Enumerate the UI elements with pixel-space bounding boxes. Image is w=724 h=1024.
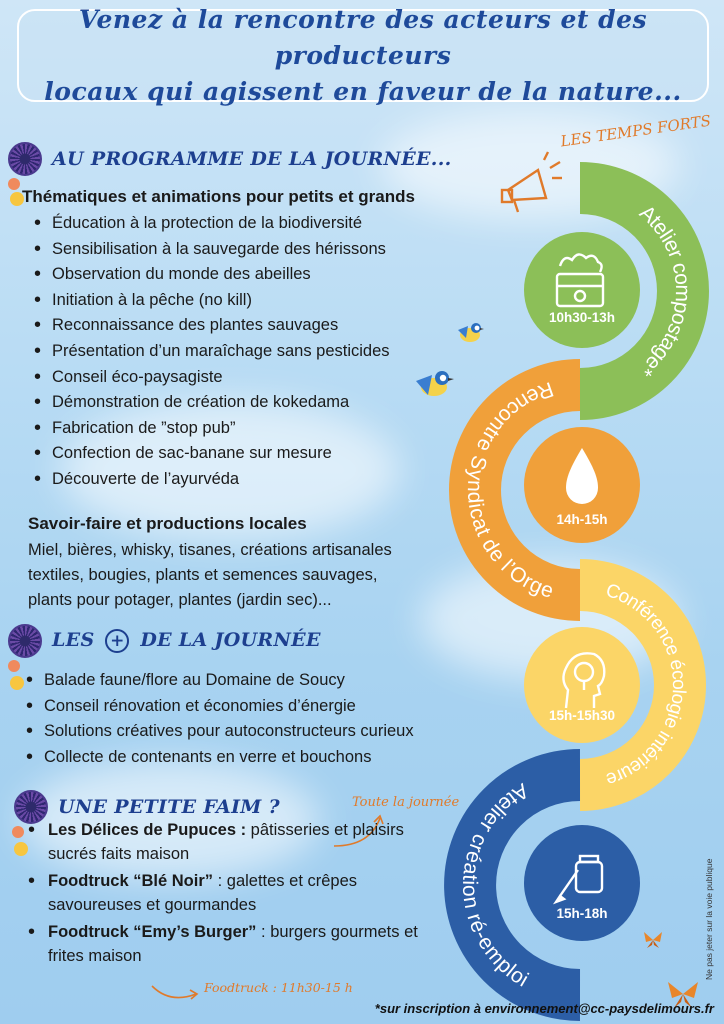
event-time-compost: 10h30-13h bbox=[548, 310, 616, 325]
event-badge-compost bbox=[524, 232, 640, 348]
event-time-reemploi: 15h-18h bbox=[556, 906, 608, 921]
side-note: Ne pas jeter sur la voie publique bbox=[704, 858, 714, 980]
plus-item: • Balade faune/flore au Domaine de Soucy bbox=[24, 668, 414, 694]
event-label: Conférence écologie intérieure bbox=[603, 579, 690, 790]
savoir-title: Savoir-faire et productions locales bbox=[28, 514, 307, 533]
food-item-name: Foodtruck “Emy’s Burger” bbox=[48, 923, 257, 941]
plus-title-before: LES bbox=[52, 629, 95, 651]
programme-item: • Reconnaissance des plantes sauvages bbox=[32, 313, 390, 339]
footer-note: *sur inscription à environnement@cc-paysdelimours.fr bbox=[374, 1001, 714, 1016]
event-label: Rencontre Syndicat de l’Orge bbox=[462, 376, 557, 603]
food-item-name: Foodtruck “Blé Noir” bbox=[48, 872, 214, 890]
megaphone-icon bbox=[498, 150, 564, 220]
event-label: Atelier compostage* bbox=[635, 200, 695, 382]
plus-item: • Solutions créatives pour autoconstructeurs curieux bbox=[24, 719, 414, 745]
food-item-desc: : galettes et crêpes savoureuses et gourmandes bbox=[48, 872, 358, 914]
programme-item: • Initiation à la pêche (no kill) bbox=[32, 288, 390, 314]
programme-item: • Présentation d’un maraîchage sans pesticides bbox=[32, 339, 390, 365]
food-item-desc: : burgers gourmets et frites maison bbox=[48, 923, 418, 965]
faim-title: UNE PETITE FAIM ? bbox=[58, 796, 280, 818]
all-day-note: Toute la journée bbox=[352, 795, 460, 810]
programme-item: • Découverte de l’ayurvéda bbox=[32, 467, 390, 493]
event-time-conference: 15h-15h30 bbox=[548, 708, 616, 723]
programme-item: • Observation du monde des abeilles bbox=[32, 262, 390, 288]
savoir-line: plants pour potager, plantes (jardin sec)... bbox=[28, 591, 332, 609]
programme-item: • Fabrication de ”stop pub” bbox=[32, 416, 390, 442]
butterfly-icon bbox=[642, 930, 664, 950]
temps-forts-title: LES TEMPS FORTS bbox=[559, 111, 712, 151]
food-item-desc: pâtisseries et plaisirs sucrés faits maison bbox=[48, 821, 404, 863]
food-item-name: Les Délices de Pupuces : bbox=[48, 821, 247, 839]
programme-item: • Sensibilisation à la sauvegarde des hérissons bbox=[32, 237, 390, 263]
plus-circle-icon: + bbox=[105, 629, 129, 653]
programme-item: • Éducation à la protection de la biodiversité bbox=[32, 211, 390, 237]
programme-subtitle: Thématiques et animations pour petits et grands bbox=[22, 187, 415, 206]
plus-title-after: DE LA JOURNÉE bbox=[140, 629, 321, 651]
programme-item: • Démonstration de création de kokedama bbox=[32, 390, 390, 416]
event-time-orge: 14h-15h bbox=[556, 512, 608, 527]
event-label: Atelier création ré-emploi bbox=[457, 778, 533, 992]
savoir-line: Miel, bières, whisky, tisanes, créations artisanales bbox=[28, 541, 392, 559]
event-badge-reemploi bbox=[524, 825, 640, 941]
programme-title: AU PROGRAMME DE LA JOURNÉE... bbox=[52, 148, 452, 170]
banner-line-1: Venez à la rencontre des acteurs et des producteurs bbox=[78, 4, 648, 70]
plus-item: • Collecte de contenants en verre et bouchons bbox=[24, 745, 414, 771]
plus-item: • Conseil rénovation et économies d’énergie bbox=[24, 694, 414, 720]
foodtruck-hours-note: Foodtruck : 11h30-15 h bbox=[204, 980, 353, 995]
savoir-line: textiles, bougies, plants et semences sauvages, bbox=[28, 566, 378, 584]
programme-item: • Conseil éco-paysagiste bbox=[32, 365, 390, 391]
banner-line-2: locaux qui agissent en faveur de la nature... bbox=[44, 76, 682, 106]
event-badge-conference bbox=[524, 627, 640, 743]
programme-item: • Confection de sac-banane sur mesure bbox=[32, 441, 390, 467]
